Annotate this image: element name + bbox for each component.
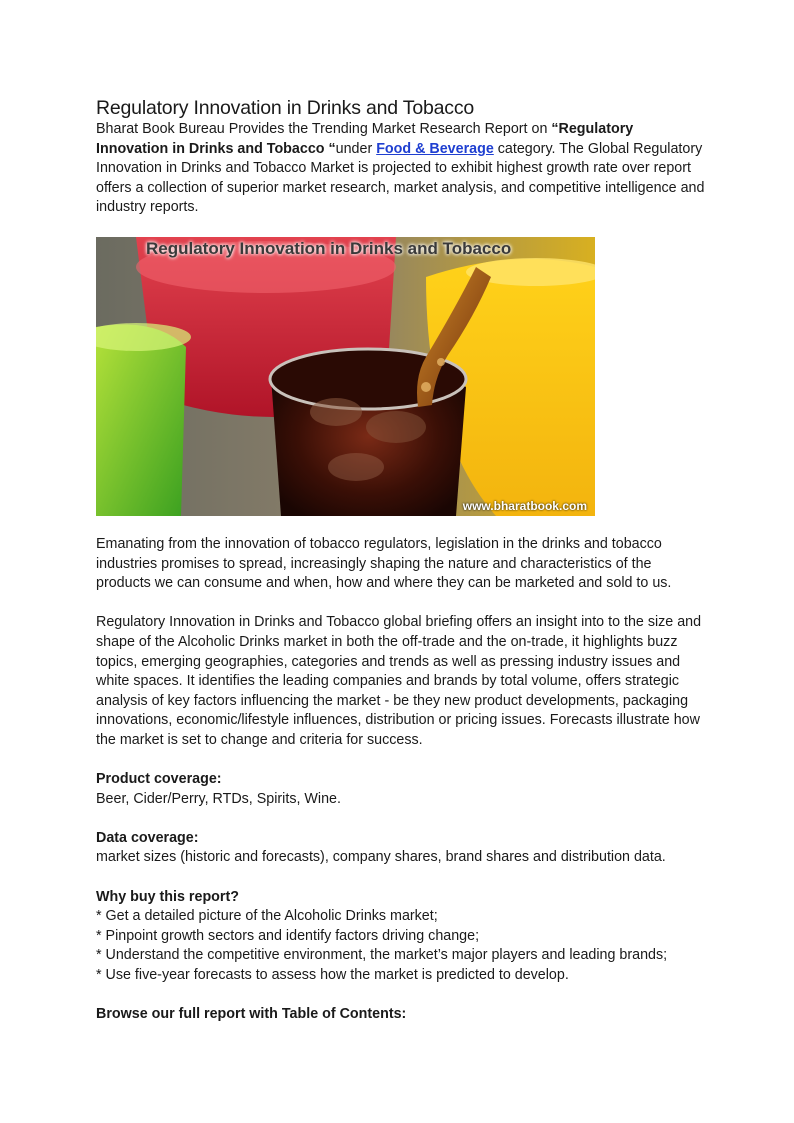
drinks-photo <box>96 237 595 516</box>
list-item: * Use five-year forecasts to assess how the market is predicted to develop. <box>96 967 569 984</box>
browse-heading: Browse our full report with Table of Contents: <box>96 1006 407 1023</box>
category-link[interactable]: Food & Beverage <box>376 140 494 157</box>
page-title: Regulatory Innovation in Drinks and Tobacco <box>96 97 475 119</box>
hero-image <box>96 237 595 516</box>
intro-post: category. The Global Regulatory Innovation in Drinks and Tobacco Market is projected to exhibit highest growth rate over report offers a collection of superior market research, market analysis, and competitive intelligence and industry reports. <box>96 140 705 216</box>
list-item: * Understand the competitive environment, the market’s major players and leading brands; <box>96 947 668 964</box>
list-item: * Pinpoint growth sectors and identify factors driving change; <box>96 927 480 944</box>
intro-pre: Bharat Book Bureau Provides the Trending Market Research Report on <box>96 121 552 137</box>
data-coverage-heading: Data coverage: <box>96 829 199 846</box>
product-coverage-heading: Product coverage: <box>96 771 222 788</box>
image-caption: Regulatory Innovation in Drinks and Tobacco <box>146 238 512 258</box>
document-page <box>96 96 706 1025</box>
intro-close-quote: “ <box>328 140 336 157</box>
image-watermark: www.bharatbook.com <box>462 498 587 513</box>
intro-under: under <box>335 140 377 157</box>
paragraph-briefing: Regulatory Innovation in Drinks and Tobacco global briefing offers an insight into to the size and shape of the Alcoholic Drinks market in both the off-trade and the on-trade, it highlights buzz topics, emerging geographies, categories and trends as well as pressing industry issues and white spaces. It identifies the leading companies and brands by total volume, offers strategic analysis of key factors influencing the market - be they new product developments, packaging innovations, economic/lifestyle influences, distribution or pricing issues. Forecasts illustrate how the market is set to change and criteria for success. <box>96 614 702 748</box>
list-item: * Get a detailed picture of the Alcoholic Drinks market; <box>96 908 438 925</box>
why-buy-heading: Why buy this report? <box>96 888 239 905</box>
data-coverage-text: market sizes (historic and forecasts), company shares, brand shares and distribution data. <box>96 849 666 866</box>
intro-paragraph <box>96 120 706 218</box>
paragraph-emanating: Emanating from the innovation of tobacco regulators, legislation in the drinks and tobacco industries promises to spread, increasingly shaping the nature and characteristics of the products we can consume and when, how and where they can be marketed and sold to us. <box>96 535 672 592</box>
intro-open-quote: “ <box>551 121 559 137</box>
intro-report-title: Regulatory Innovation in Drinks and Tobacco <box>96 121 634 157</box>
product-coverage-text: Beer, Cider/Perry, RTDs, Spirits, Wine. <box>96 790 341 807</box>
